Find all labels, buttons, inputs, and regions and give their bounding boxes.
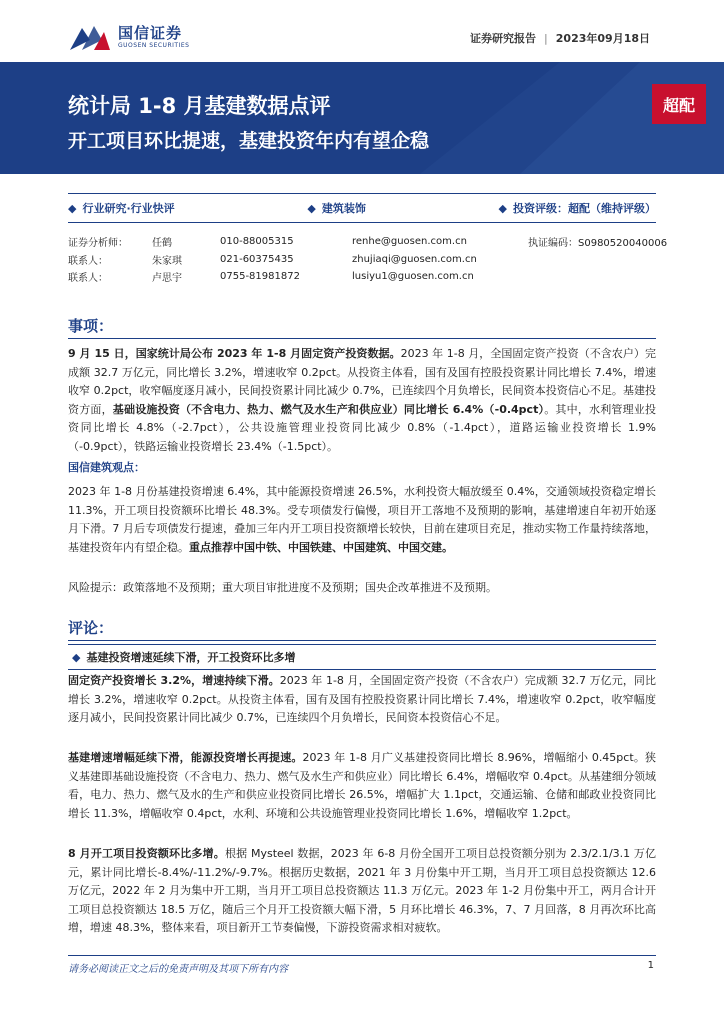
- report-subtitle: 开工项目环比提速，基建投资年内有望企稳: [68, 130, 430, 152]
- contact-role: 联系人：: [68, 273, 108, 285]
- divider-top: [68, 193, 656, 194]
- info-industry: ◆ 建筑装饰: [307, 202, 366, 215]
- review-paragraph-3: 8 月开工项目投资额环比多增。根据 Mysteel 数据，2023 年 6-8 月份全国开工项目总投资额分别为 2.3/2.1/3.1 万亿元，累计同比增长-8.4%/-11.2%/-9.7%。根据历史数据，2021 年 3 月份集中开工期，当月开工项目总投资额达 12.6 万亿元，2022 年 2 月为集中开工期，当月开工项目总投资额达 11.3 万亿元。2023 年 1-2 月份集中开工，两月合计开工项目总投资额达 18.5 万亿，随后三个月开工投资额大幅下滑，5 月环比增长 46.3%，7、7 月回落，8 月再次环比高增，增速 48.3%，整体来看，项目新开工节奏偏慢，下游投资需求相对疲软。: [68, 847, 657, 934]
- report-date: 2023年09月18日: [555, 32, 650, 45]
- contact-email[interactable]: renhe@guosen.com.cn: [352, 236, 467, 248]
- company-logo: [68, 22, 189, 52]
- title-banner: [0, 62, 724, 174]
- rating-tag: 超配: [652, 84, 706, 124]
- info-rating: ◆ 投资评级：超配（维持评级）: [498, 202, 656, 215]
- diamond-icon: ◆: [307, 202, 316, 215]
- review-paragraph-2: 基建增速增幅延续下滑，能源投资增长再提速。2023 年 1-8 月广义基建投资同比增长 8.96%，增幅缩小 0.45pct。狭义基建即基础设施投资（不含电力、热力、燃气及水生产和供应业）同比增长 6.4%，增幅收窄 0.4pct。从基建细分领域看，电力、热力、燃气及水的生产和供应业投资同比增长 26.5%，增幅扩大 1.1pct，交通运输、仓储和邮政业投资同比增长 11.3%，增幅收窄 0.4pct，水利、环境和公共设施管理业投资同比增长 1.6%，增幅收窄 1.2pct。: [68, 751, 656, 820]
- contact-row: [68, 268, 667, 286]
- diamond-icon: ◆: [498, 202, 507, 215]
- info-category: ◆ 行业研究·行业快评: [68, 202, 175, 215]
- logo-name-en: GUOSEN SECURITIES: [118, 42, 190, 49]
- diamond-icon: ◆: [68, 202, 77, 215]
- contact-phone: 021-60375435: [220, 253, 294, 265]
- contact-phone: 010-88005315: [220, 236, 294, 248]
- footer-disclaimer: 请务必阅读正文之后的免责声明及其项下所有内容: [68, 964, 288, 975]
- logo-name-cn: 国信证券: [118, 24, 183, 42]
- review-bullet-heading: ◆ 基建投资增速延续下滑，开工投资环比多增: [68, 644, 656, 670]
- contact-role: 联系人：: [68, 255, 108, 267]
- contact-name: 卢思宇: [152, 273, 182, 285]
- view-subheading: 国信建筑观点：: [68, 461, 145, 474]
- review-paragraph-1: 固定资产投资增长 3.2%，增速持续下滑。2023 年 1-8 月，全国固定资产投资（不含农户）完成额 32.7 万亿元，同比增长 3.2%，增速收窄 0.2pct。从投资主体看，国有及国有控股投资累计同比增长 7.4%，增速收窄 0.2pct，收窄幅度逐月减小，民间投资累计同比减少 0.7%，已连续四个月负增长，民间资本投资信心不足。: [68, 674, 656, 724]
- footer-divider: [68, 955, 656, 956]
- contact-row: [68, 251, 667, 269]
- divider-mid: [68, 222, 656, 223]
- view-paragraph: 2023 年 1-8 月份基建投资增速 6.4%，其中能源投资增速 26.5%，水利投资大幅放缓至 0.4%，交通领域投资稳定增长 11.3%，开工项目投资额环比增长 48.3%。受专项债发行偏慢，项目开工落地不及预期的影响，基建增速自年初开始逐月下滑。7 月后专项债发行提速，叠加三年内开工项目投资额增长较快，目前在建项目充足，推动实物工作量持续落地，基建投资年内有望企稳。重点推荐中国中铁、中国铁建、中国建筑、中国交建。: [68, 485, 656, 554]
- contact-phone: 0755-81981872: [220, 271, 300, 283]
- diamond-icon: ◆: [72, 651, 81, 664]
- info-row: [68, 200, 656, 216]
- contact-cert: 执证编码：S0980520040006: [528, 238, 668, 250]
- meta-separator: |: [544, 31, 548, 45]
- page-number: 1: [647, 960, 654, 971]
- logo-text: [118, 25, 189, 49]
- contact-role: 证券分析师：: [68, 238, 128, 250]
- risk-paragraph: 风险提示：政策落地不及预期；重大项目审批进度不及预期；国央企改革推进不及预期。: [68, 581, 497, 594]
- review-heading: 评论：: [68, 617, 656, 641]
- contact-name: 朱家琪: [152, 255, 182, 267]
- contacts-table: [68, 233, 667, 286]
- contact-email[interactable]: zhujiaqi@guosen.com.cn: [352, 253, 477, 265]
- report-title: 统计局 1-8 月基建数据点评: [68, 94, 331, 118]
- event-heading: 事项：: [68, 315, 656, 339]
- event-paragraph: 9 月 15 日，国家统计局公布 2023 年 1-8 月固定资产投资数据。2023 年 1-8 月，全国固定资产投资（不含农户）完成额 32.7 万亿元，同比增长 3.2%，增速收窄 0.2pct。从投资主体看，国有及国有控股投资累计同比增长 7.4%，增速收窄 0.2pct，收窄幅度逐月减小，民间投资累计同比减少 0.7%，已连续四个月负增长，民间资本投资信心不足。基建投资方面，基础设施投资（不含电力、热力、燃气及水生产和供应业）同比增长 6.4%（-0.4pct）。其中，水利管理业投资同比增长 4.8%（-2.7pct），公共设施管理业投资同比减少 0.8%（-1.4pct），道路运输业投资增长 1.9%（-0.9pct），铁路运输业投资增长 23.4%（-1.5pct）。: [68, 347, 657, 453]
- contact-row: [68, 233, 667, 251]
- contact-name: 任鹤: [152, 238, 172, 250]
- guosen-logo-icon: [68, 22, 112, 52]
- report-meta: [470, 30, 650, 46]
- report-type: 证券研究报告: [470, 32, 537, 45]
- contact-email[interactable]: lusiyu1@guosen.com.cn: [352, 271, 474, 283]
